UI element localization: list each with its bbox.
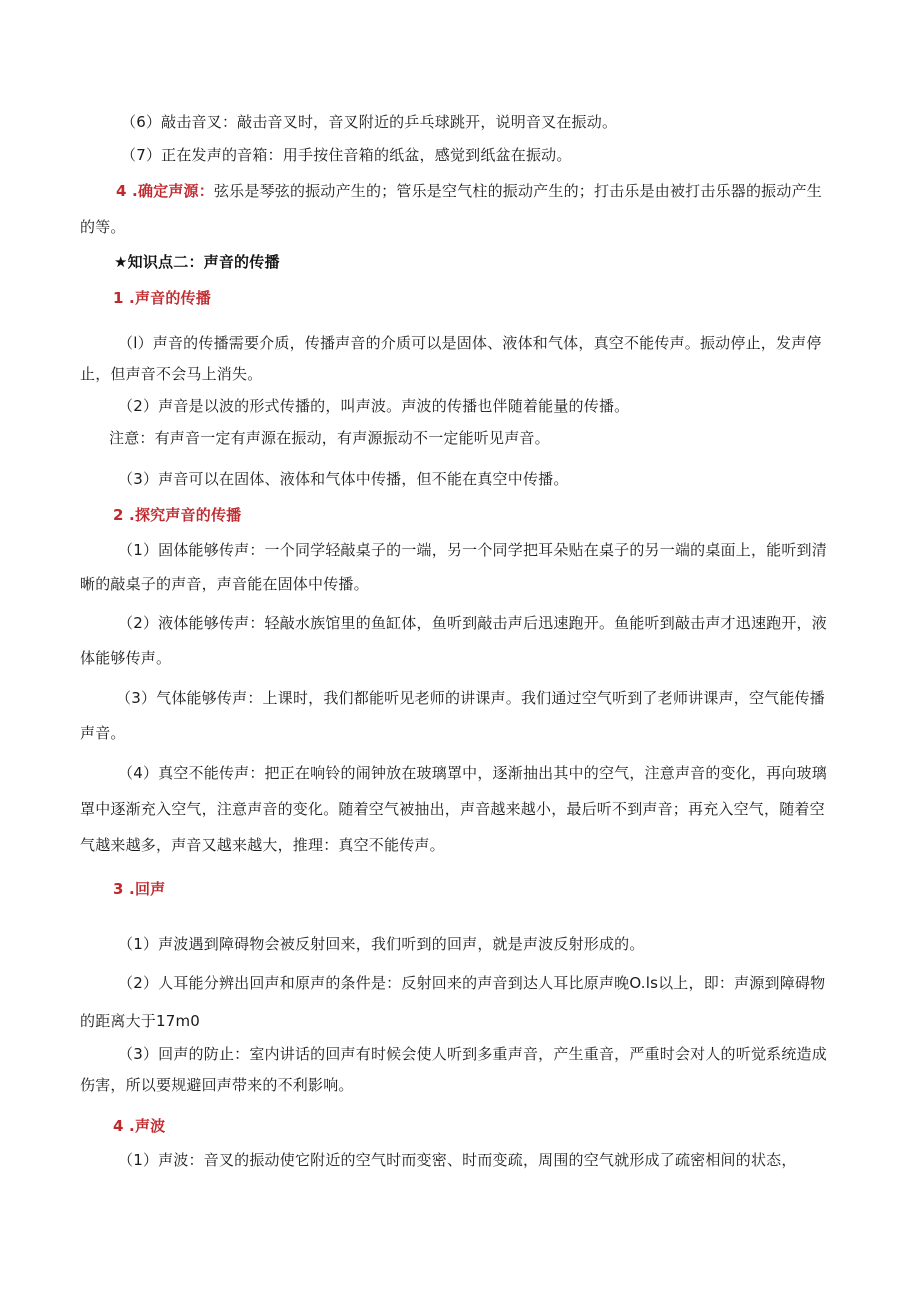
paragraph-line: （1）固体能够传声：一个同学轻敲桌子的一端，另一个同学把耳朵贴在桌子的另一端的桌面上，能听到清: [118, 541, 827, 559]
paragraph-line: 的等。: [80, 218, 126, 236]
paragraph-line: 气越来越多，声音又越来越大，推理：真空不能传声。: [80, 836, 445, 854]
paragraph-line: 体能够传声。: [80, 649, 172, 667]
item-determine-source: [116, 181, 822, 201]
section-heading: 3 .回声: [113, 880, 166, 898]
paragraph-line: 的距离大于17m0: [80, 1012, 201, 1030]
paragraph-line: （3）回声的防止：室内讲话的回声有时候会使人听到多重声音，产生重音，严重时会对人的听觉系统造成: [118, 1045, 827, 1063]
paragraph-line: 止，但声音不会马上消失。: [80, 365, 263, 383]
paragraph-line: 罩中逐渐充入空气，注意声音的变化。随着空气被抽出，声音越来越小，最后听不到声音；再充入空气，随着空: [80, 800, 825, 818]
paragraph-line: 声音。: [80, 724, 126, 742]
paragraph-line: （2）声音是以波的形式传播的，叫声波。声波的传播也伴随着能量的传播。: [118, 397, 630, 415]
paragraph-line: （7）正在发声的音箱：用手按住音箱的纸盆，感觉到纸盆在振动。: [121, 146, 572, 164]
paragraph-line: （1）声波：音叉的振动使它附近的空气时而变密、时而变疏，周围的空气就形成了疏密相间的状态，: [118, 1151, 797, 1169]
paragraph-line: （2）人耳能分辨出回声和原声的条件是：反射回来的声音到达人耳比原声晚O.ls以上，即：声源到障碍物: [118, 974, 826, 992]
item-text: 弦乐是琴弦的振动产生的；管乐是空气柱的振动产生的；打击乐是由被打击乐器的振动产生: [213, 182, 822, 200]
note-line: 注意：有声音一定有声源在振动，有声源振动不一定能听见声音。: [109, 429, 550, 447]
knowledge-point-heading: ★知识点二：声音的传播: [114, 253, 280, 271]
paragraph-line: 伤害，所以要规避回声带来的不利影响。: [80, 1076, 354, 1094]
paragraph-line: （4）真空不能传声：把正在响铃的闹钟放在玻璃罩中，逐渐抽出其中的空气，注意声音的变化，再向玻璃: [118, 764, 827, 782]
paragraph-line: （3）气体能够传声：上课时，我们都能听见老师的讲课声。我们通过空气听到了老师讲课声，空气能传播: [116, 689, 825, 707]
section-heading: 1 .声音的传播: [113, 289, 211, 307]
paragraph-line: （3）声音可以在固体、液体和气体中传播，但不能在真空中传播。: [118, 470, 569, 488]
paragraph-line: （1）声波遇到障碍物会被反射回来，我们听到的回声，就是声波反射形成的。: [118, 935, 645, 953]
paragraph-line: （l）声音的传播需要介质，传播声音的介质可以是固体、液体和气体，真空不能传声。振动停止，发声停: [118, 334, 822, 352]
paragraph-line: （6）敲击音叉：敲击音叉时，音叉附近的乒乓球跳开，说明音叉在振动。: [121, 113, 618, 131]
paragraph-line: （2）液体能够传声：轻敲水族馆里的鱼缸体，鱼听到敲击声后迅速跑开。鱼能听到敲击声才迅速跑开，液: [118, 614, 827, 632]
item-label: 4 .确定声源：: [116, 182, 214, 200]
paragraph-line: 晰的敲桌子的声音，声音能在固体中传播。: [80, 575, 369, 593]
section-heading: 2 .探究声音的传播: [113, 506, 242, 524]
section-heading: 4 .声波: [113, 1117, 166, 1135]
